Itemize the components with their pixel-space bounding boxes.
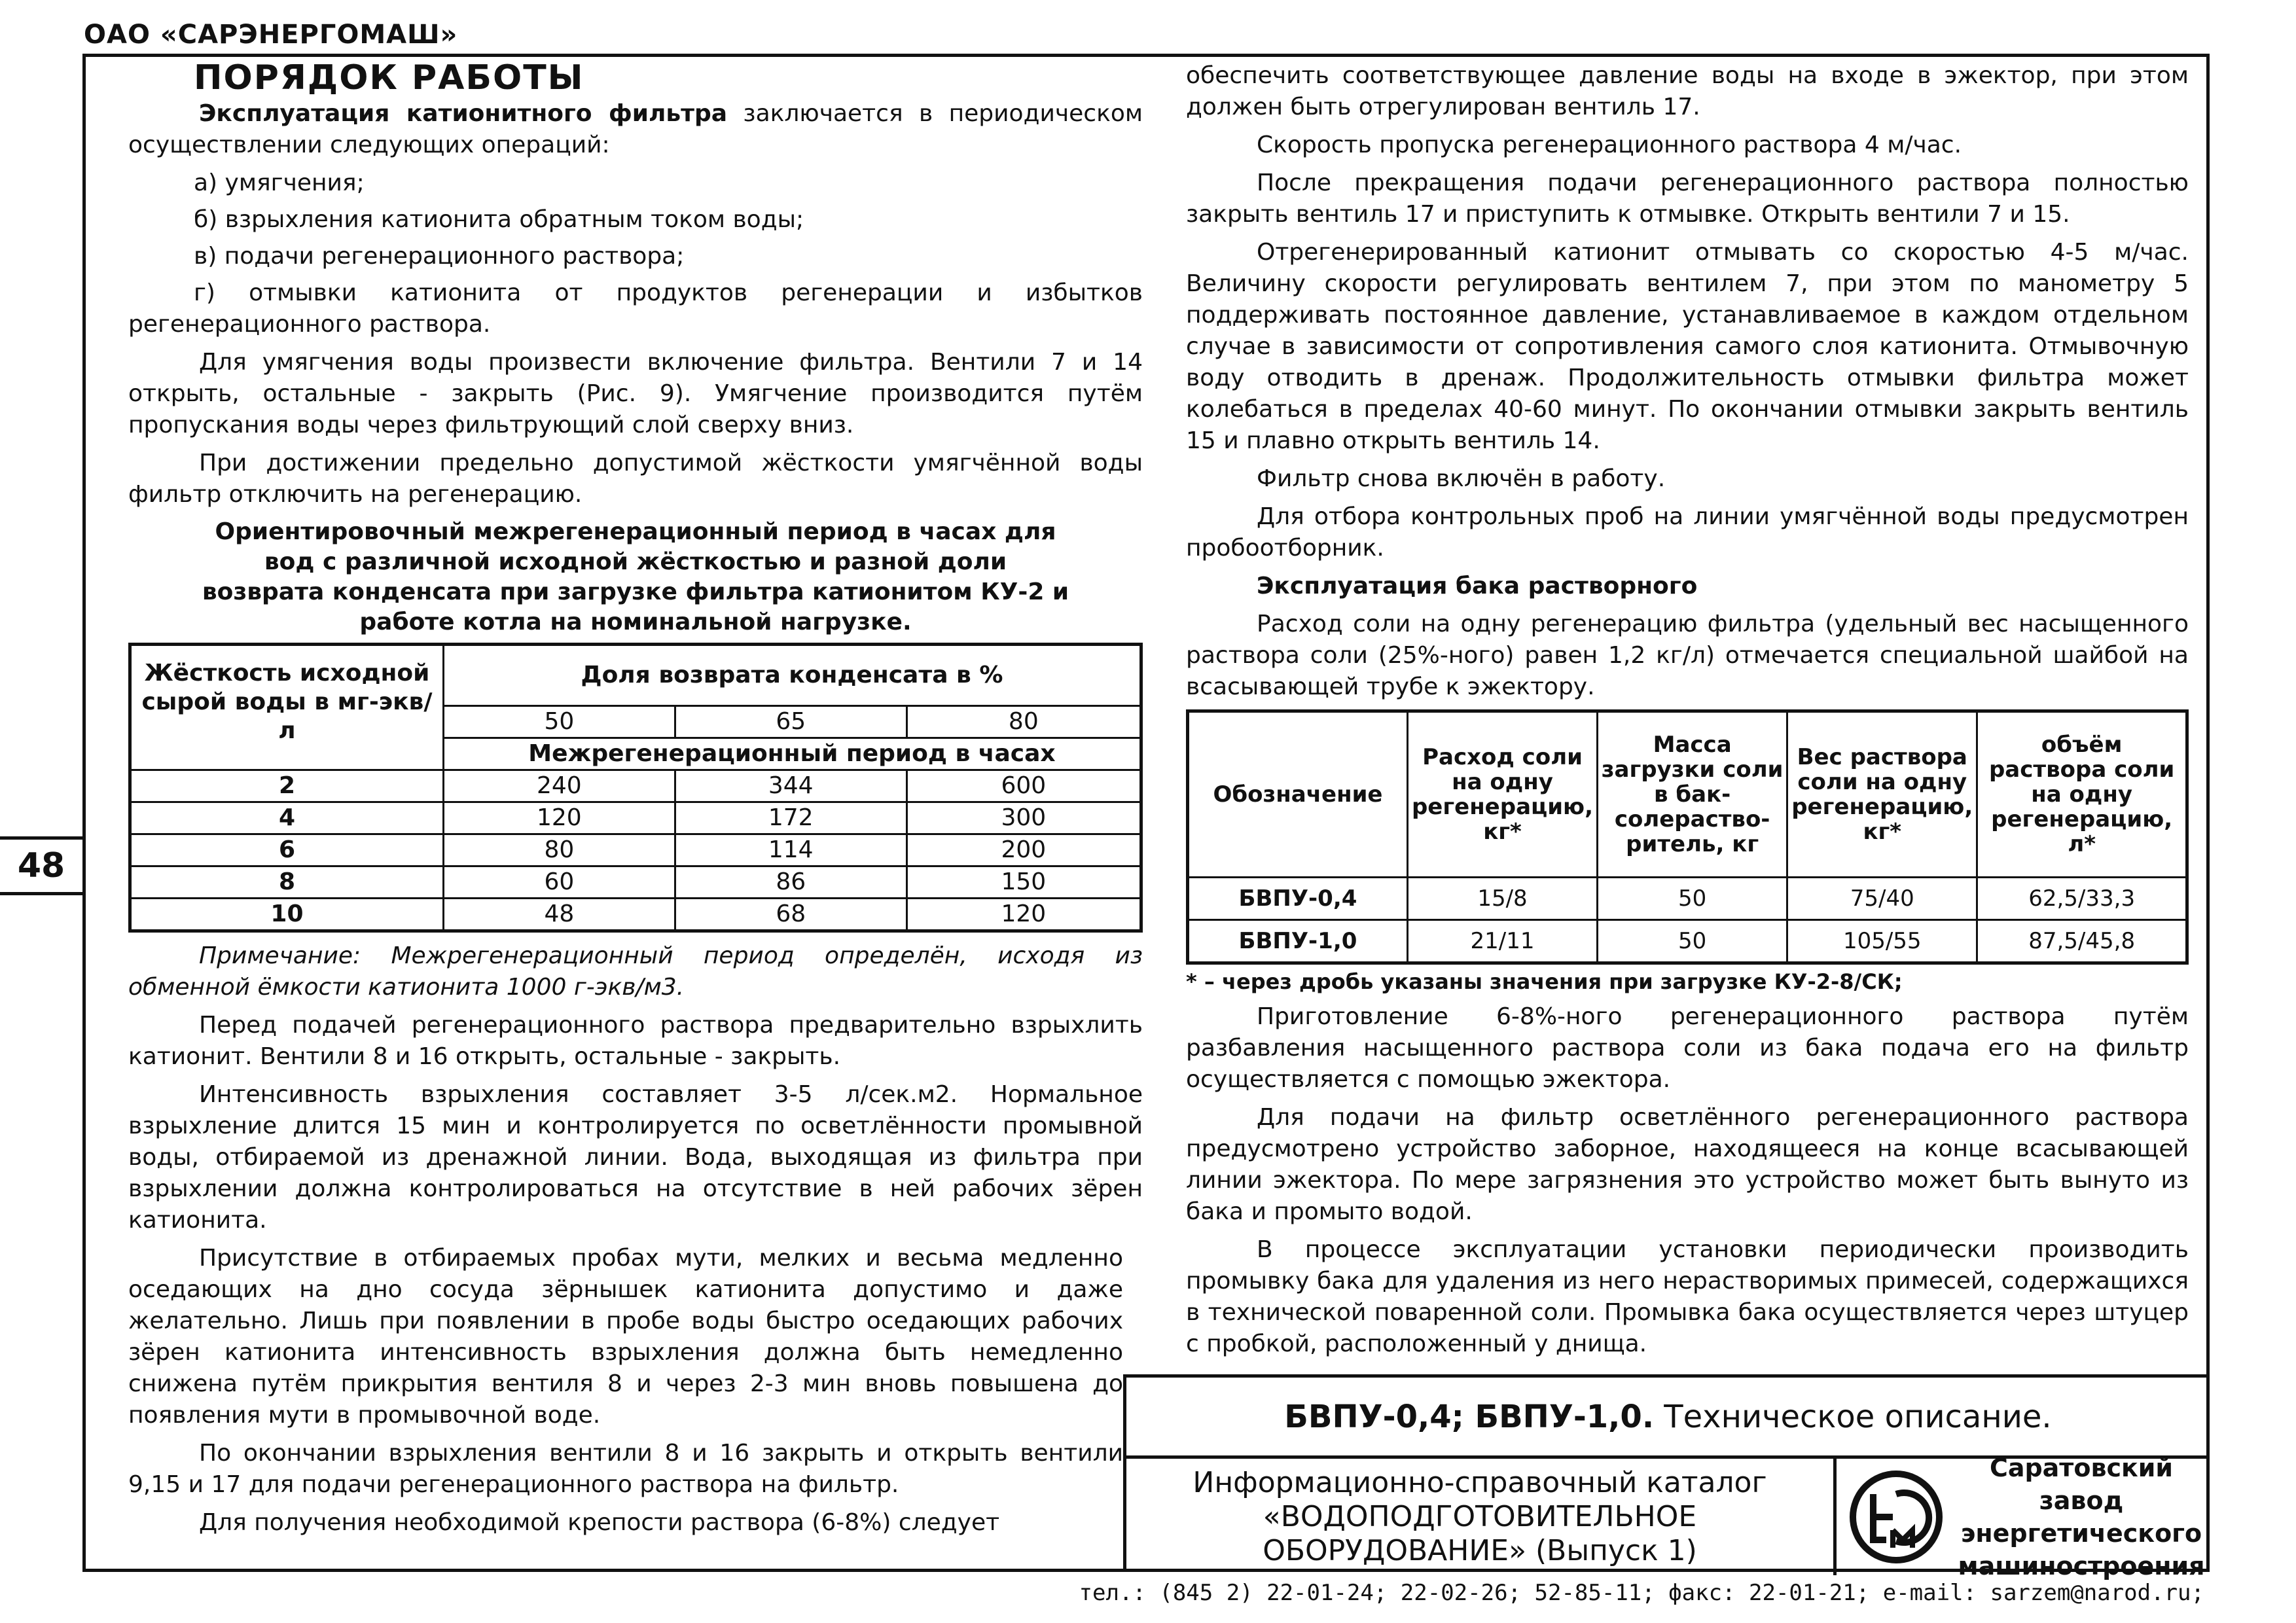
period-cell: 344: [675, 770, 906, 802]
designation-header: Обозначение: [1188, 711, 1408, 878]
table-row: [130, 770, 1141, 802]
turbidity-paragraph: Присутствие в отбираемых пробах мути, мелких и весьма медленно оседающих на дно сосуда зёрнышек катионита допустимо и даже желательно. Лишь при появлении в пробе воды быстро оседающих рабочих зёрен катионита интенсивность взрыхления должна быть немедленно снижена путём прикрытия вентиля 8 и через 2-3 мин вновь повышена до появления мути в промывочной воде.: [128, 1245, 1123, 1429]
table-row: [130, 866, 1141, 899]
plant-line: Саратовский завод: [1989, 1454, 2174, 1515]
right-column: [1186, 60, 2189, 1366]
regeneration-switch-paragraph: При достижении предельно допустимой жёсткости умягчённой воды фильтр отключить на регенерацию.: [128, 450, 1143, 508]
table-row: [130, 802, 1141, 834]
solution-weight-header: Вес раствора соли на одну регенерацию, кг*: [1787, 711, 1977, 878]
intensity-paragraph: Интенсивность взрыхления составляет 3-5 л/сек.м2. Нормальное взрыхление длится 15 мин и контролируется по осветлённости промывной воды, отбираемой из дренажной линии. Вода, выходящая из фильтра при взрыхлении должна контролироваться на отсутствие в ней рабочих зёрен катионита.: [128, 1081, 1143, 1234]
period-cell: 200: [906, 834, 1141, 866]
salt-consumption-header: Расход соли на одну регенерацию, кг*: [1407, 711, 1597, 878]
table-note: Примечание: Межрегенерационный период определён, исходя из обменной ёмкости катионита 1000 г-экв/м3.: [128, 942, 1143, 1001]
loosen-before-paragraph: Перед подачей регенерационного раствора предварительно взрыхлить катионит. Вентили 8 и 16 открыть, остальные - закрыть.: [128, 1012, 1143, 1070]
designation-cell: БВПУ-1,0: [1188, 920, 1408, 963]
hardness-cell: 8: [130, 866, 444, 899]
period-cell: 600: [906, 770, 1141, 802]
plant-line: энергетического: [1960, 1519, 2202, 1548]
stop-paragraph: После прекращения подачи регенерационного раствора полностью закрыть вентиль 17 и приступить к отмывке. Открыть вентили 7 и 15.: [1186, 169, 2189, 228]
table-row: [1188, 878, 2187, 920]
condensate-share-header: Доля возврата конденсата в %: [443, 645, 1141, 706]
salt-paragraph: Расход соли на одну регенерацию фильтра (удельный вес насыщенного раствора соли (25%-ного) равен 1,2 кг/л) отмечается специальной шайбой на всасывающей трубе к эжектору.: [1186, 611, 2189, 700]
period-cell: 150: [906, 866, 1141, 899]
salt-load-header: Масса загрузки соли в бак-солераство-ритель, кг: [1598, 711, 1787, 878]
period-cell: 114: [675, 834, 906, 866]
hardness-header: Жёсткость исходной сырой воды в мг-экв/л: [130, 645, 444, 770]
table-row: [1188, 920, 2187, 963]
value-cell: 62,5/33,3: [1977, 878, 2187, 920]
plant-name: [1953, 1452, 2210, 1582]
operation-item: а) умягчения;: [194, 169, 365, 196]
value-cell: 50: [1598, 920, 1787, 963]
plant-logo-icon: [1847, 1468, 1945, 1566]
contact-line: тел.: (845 2) 22-01-24; 22-02-26; 52-85-11; факс: 22-01-21; e-mail: sarzem@narod.ru;: [1079, 1580, 2204, 1606]
table-caption: Ориентировочный межрегенерационный период в часах для вод с различной исходной жёсткостью и разной доли возврата конденсата при загрузке фильтра катионитом КУ-2 и работе котла на номинальной нагрузке.: [202, 518, 1069, 635]
value-cell: 50: [1598, 878, 1787, 920]
softening-paragraph: Для умягчения воды произвести включение фильтра. Вентили 7 и 14 открыть, остальные - закрыть (Рис. 9). Умягчение производится путём пропускания воды через фильтрующий слой сверху вниз.: [128, 349, 1143, 438]
share-cell: 50: [443, 706, 675, 738]
page-number: 48: [0, 836, 82, 895]
period-cell: 120: [906, 899, 1141, 931]
catalog-line: Информационно-справочный каталог: [1193, 1466, 1767, 1499]
hardness-cell: 4: [130, 802, 444, 834]
value-cell: 75/40: [1787, 878, 1977, 920]
catalog-title: [1126, 1459, 1833, 1575]
value-cell: 15/8: [1407, 878, 1597, 920]
strength-paragraph: Для получения необходимой крепости раствора (6-8%) следует: [199, 1509, 1000, 1536]
tank-flush-paragraph: В процессе эксплуатации установки периодически производить промывку бака для удаления из него нерастворимых примесей, содержащихся в технической поваренной соли. Промывка бака осуществляется через штуцер с пробкой, расположенный у днища.: [1186, 1236, 2189, 1357]
operation-item: в) подачи регенерационного раствора;: [194, 243, 685, 270]
solution-volume-header: объём раствора соли на одну регенерацию, л*: [1977, 711, 2187, 878]
period-cell: 172: [675, 802, 906, 834]
left-column: [128, 59, 1143, 1545]
intro-rest: заключается в периодическом осуществлении следующих операций:: [128, 100, 1143, 158]
hardness-cell: 10: [130, 899, 444, 931]
period-header: Межрегенерационный период в часах: [443, 738, 1141, 770]
model-description: Техническое описание.: [1654, 1398, 2052, 1435]
period-cell: 48: [443, 899, 675, 931]
catalog-line: «ВОДОПОДГОТОВИТЕЛЬНОЕ: [1263, 1500, 1697, 1533]
regeneration-period-table: [128, 643, 1143, 933]
model-title: [1126, 1378, 2210, 1459]
period-cell: 86: [675, 866, 906, 899]
company-name: ОАО «САРЭНЕРГОМАШ»: [84, 20, 458, 50]
period-cell: 120: [443, 802, 675, 834]
period-cell: 300: [906, 802, 1141, 834]
period-cell: 80: [443, 834, 675, 866]
operation-item: б) взрыхления катионита обратным током воды;: [194, 206, 804, 233]
plant-brand: [1833, 1454, 2210, 1580]
preparation-paragraph: Приготовление 6-8%-ного регенерационного раствора путём разбавления насыщенного раствора соли из бака подача его на фильтр осуществляется с помощью эжектора.: [1186, 1003, 2189, 1093]
value-cell: 105/55: [1787, 920, 1977, 963]
intake-device-paragraph: Для подачи на фильтр осветлённого регенерационного раствора предусмотрено устройство заборное, находящееся на конце всасывающей линии эжектора. По мере загрязнения это устройство может быть вынуто из бака и промыто водой.: [1186, 1104, 2189, 1225]
table-row: [130, 899, 1141, 931]
plant-line: машиностроения: [1958, 1552, 2205, 1580]
hardness-cell: 6: [130, 834, 444, 866]
hardness-cell: 2: [130, 770, 444, 802]
designation-cell: БВПУ-0,4: [1188, 878, 1408, 920]
catalog-line: ОБОРУДОВАНИЕ» (Выпуск 1): [1263, 1534, 1697, 1567]
period-cell: 60: [443, 866, 675, 899]
period-cell: 240: [443, 770, 675, 802]
footer-bottom: [1126, 1454, 2210, 1580]
wash-paragraph: Отрегенерированный катионит отмывать со скоростью 4-5 м/час. Величину скорости регулировать вентилем 7, при этом по манометру 5 поддерживать постоянное давление, устанавливаемое в каждом отдельном случае в зависимости от сопротивления самого слоя катионита. Отмывочную воду отводить в дренаж. Продолжительность отмывки фильтра может колебаться в пределах 40-60 минут. По окончании отмывки закрыть вентиль 15 и плавно открыть вентиль 14.: [1186, 239, 2189, 454]
table-row: [130, 834, 1141, 866]
period-cell: 68: [675, 899, 906, 931]
tank-subheading: Эксплуатация бака растворного: [1257, 573, 1698, 599]
operation-item: г) отмывки катионита от продуктов регенерации и избытков регенерационного раствора.: [128, 279, 1143, 338]
intro-bold: Эксплуатация катионитного фильтра: [199, 100, 728, 127]
table-footnote: * – через дробь указаны значения при загрузке КУ-2-8/СК;: [1186, 969, 1903, 994]
intro-paragraph: [128, 98, 1143, 161]
section-title: ПОРЯДОК РАБОТЫ: [194, 58, 584, 98]
speed-paragraph: Скорость пропуска регенерационного раствора 4 м/час.: [1257, 132, 1962, 158]
footer-box: [1123, 1374, 2210, 1580]
value-cell: 87,5/45,8: [1977, 920, 2187, 963]
salt-table: [1186, 709, 2189, 965]
after-loosen-paragraph: По окончании взрыхления вентили 8 и 16 закрыть и открыть вентили 9,15 и 17 для подачи регенерационного раствора на фильтр.: [128, 1440, 1123, 1498]
continued-paragraph: обеспечить соответствующее давление воды на входе в эжектор, при этом должен быть отрегулирован вентиль 17.: [1186, 62, 2189, 120]
model-names: БВПУ-0,4; БВПУ-1,0.: [1284, 1398, 1655, 1435]
sampler-paragraph: Для отбора контрольных проб на линии умягчённой воды предусмотрен пробоотборник.: [1186, 503, 2189, 562]
share-cell: 65: [675, 706, 906, 738]
share-cell: 80: [906, 706, 1141, 738]
back-to-work-paragraph: Фильтр снова включён в работу.: [1257, 465, 1666, 492]
value-cell: 21/11: [1407, 920, 1597, 963]
